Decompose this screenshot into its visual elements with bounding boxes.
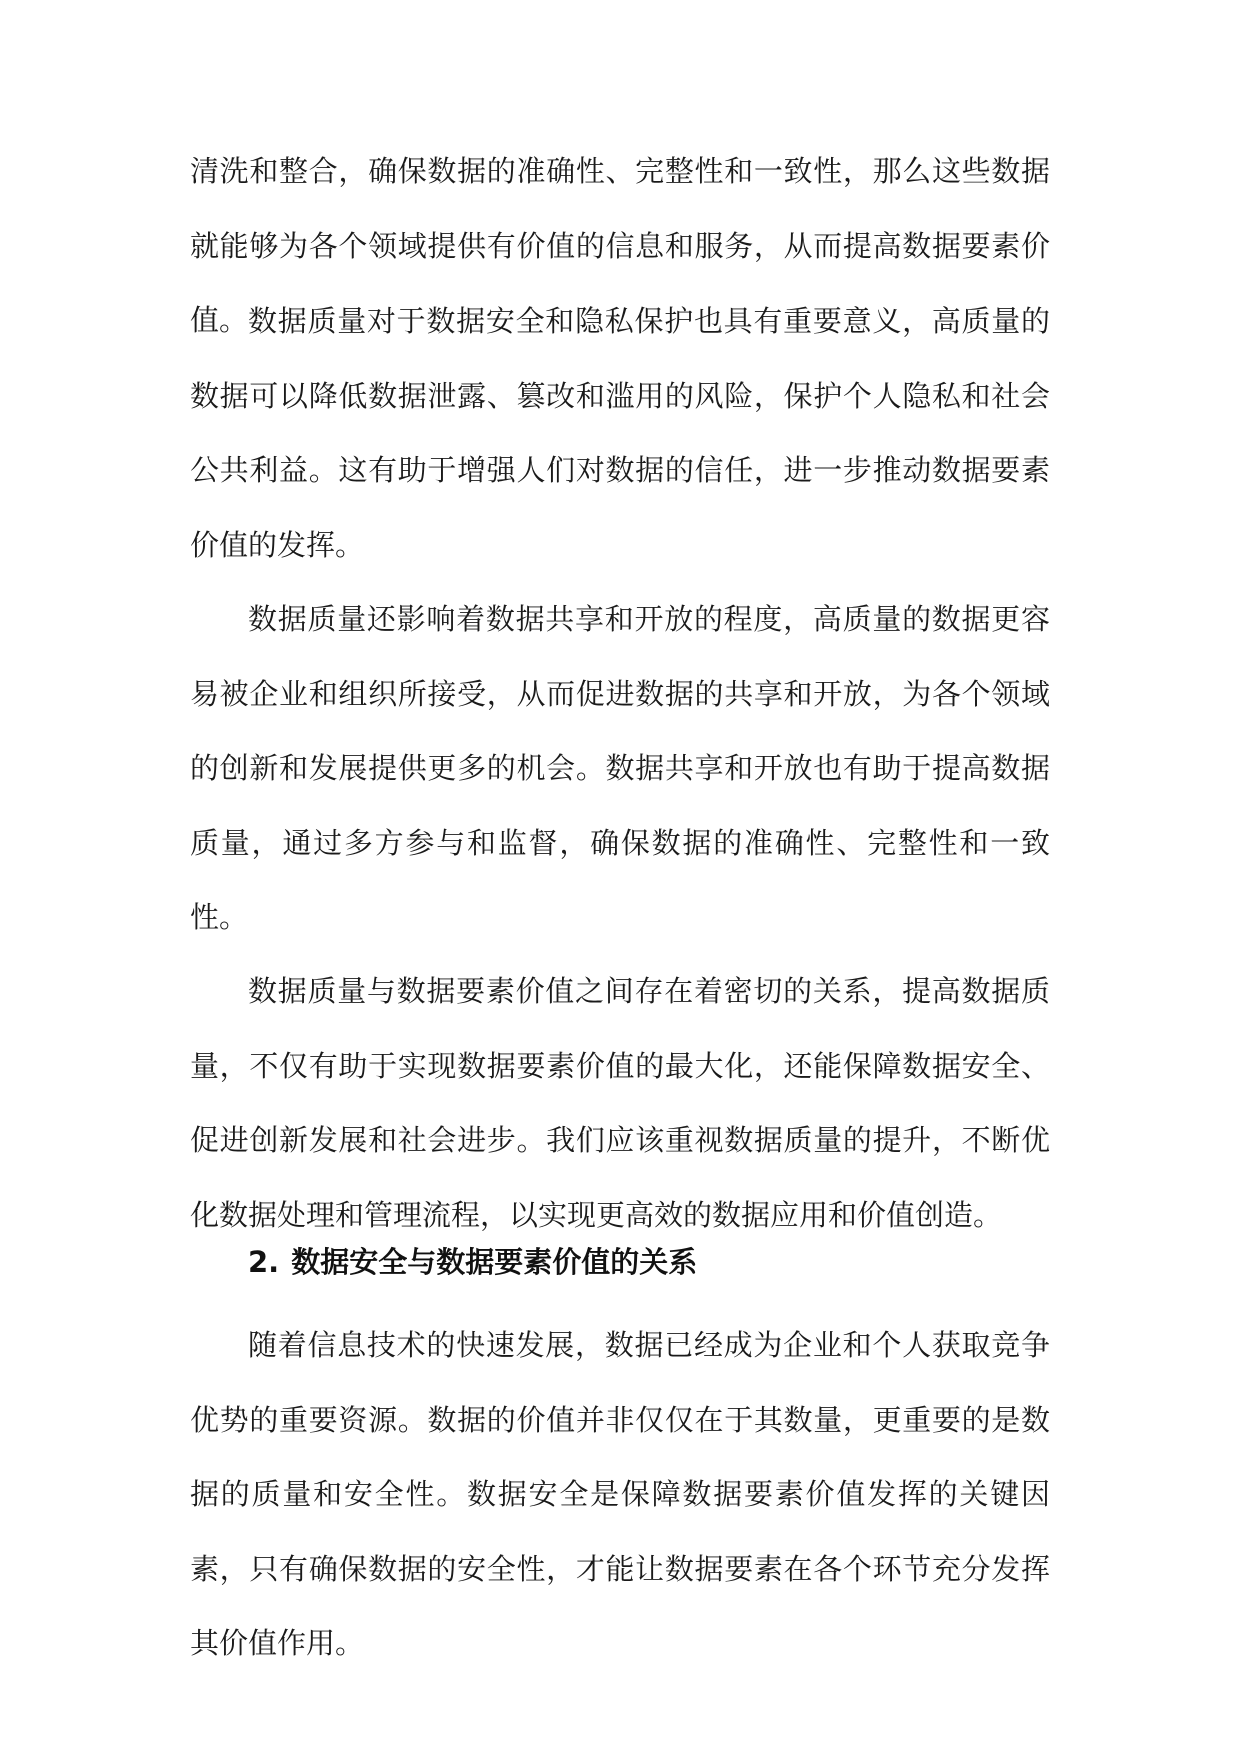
paragraph-data-quality-security: 数据质量对于数据安全和隐私保护也具有重要意义，高质量的数据可以降低数据泄露、篡改和滥用的风险，保护个人隐私和社会公共利益。这有助于增强人们对数据的信任，进一步推动数据要素价值的发挥。 [190,304,1050,562]
paragraph-data-quality-summary: 数据质量与数据要素价值之间存在着密切的关系，提高数据质量，不仅有助于实现数据要素价值的最大化，还能保障数据安全、促进创新发展和社会进步。我们应该重视数据质量的提升，不断优化数据处理和管理流程，以实现更高效的数据应用和价值创造。 [190,974,1050,1232]
section-title: 数据安全与数据要素价值的关系 [291,1245,698,1279]
paragraph-data-sharing: 数据质量还影响着数据共享和开放的程度，高质量的数据更容易被企业和组织所接受，从而促进数据的共享和开放，为各个领域的创新和发展提供更多的机会。数据共享和开放也有助于提高数据质量，通过多方参与和监督，确保数据的准确性、完整性和一致性。 [190,602,1050,934]
paragraph-data-security-intro: 随着信息技术的快速发展，数据已经成为企业和个人获取竞争优势的重要资源。数据的价值并非仅仅在于其数量，更重要的是数据的质量和安全性。数据安全是保障数据要素价值发挥的关键因素，只有确保数据的安全性，才能让数据要素在各个环节充分发挥其价值作用。 [190,1328,1050,1660]
section-number: 2. [248,1245,280,1279]
section-heading [248,1236,697,1288]
paragraph-continuation: 清洗和整合，确保数据的准确性、完整性和一致性，那么这些数据就能够为各个领域提供有价值的信息和服务，从而提高数据要素价值。 [190,154,1050,337]
